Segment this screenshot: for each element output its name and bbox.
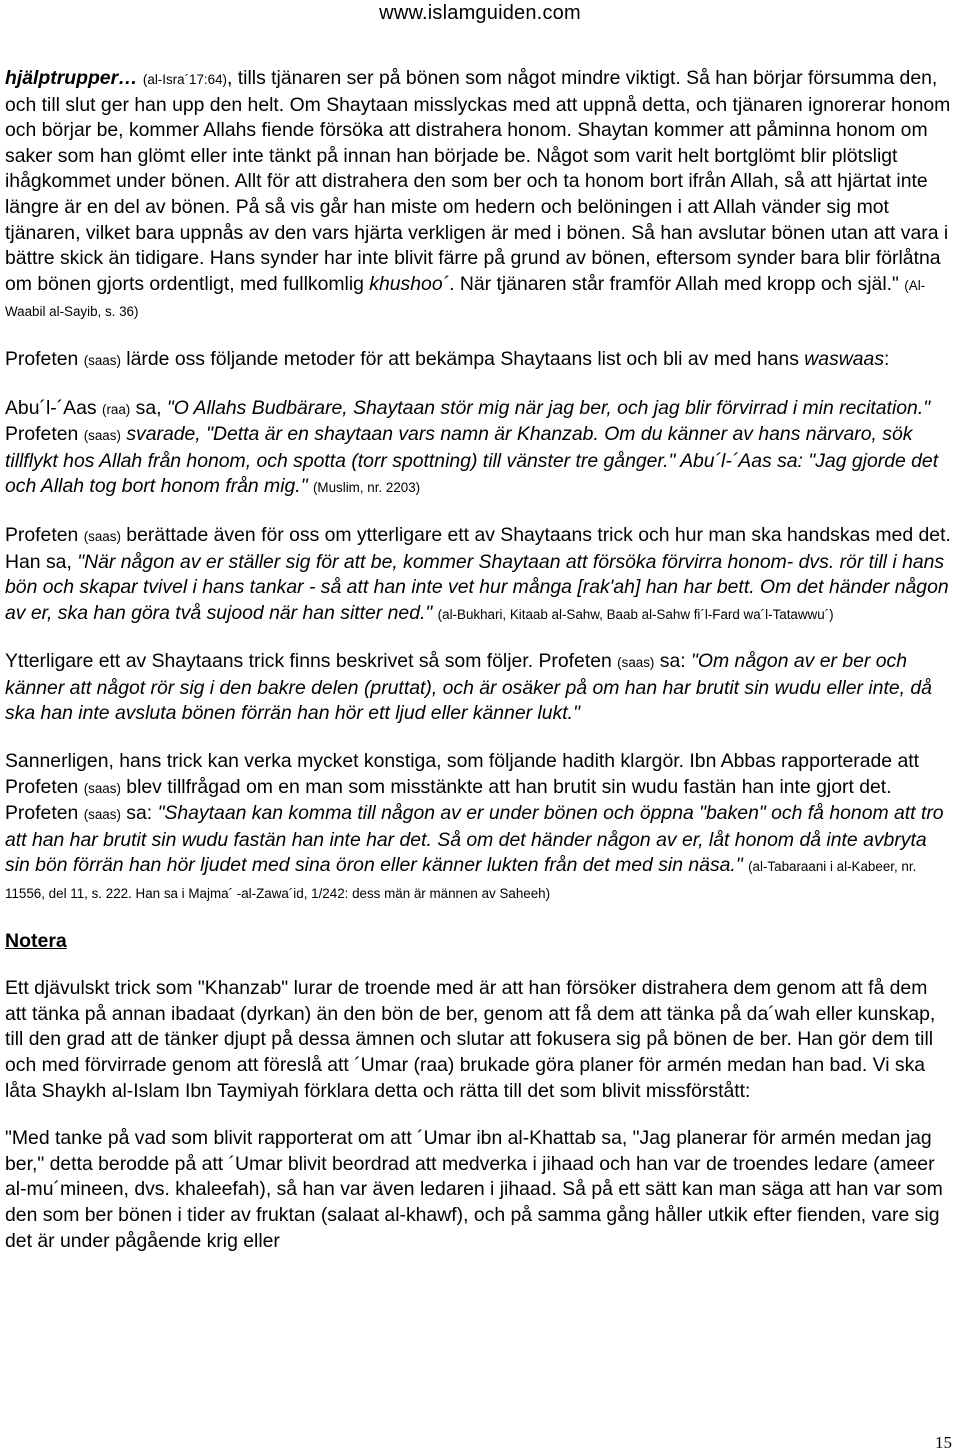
text-run: "Med tanke på vad som blivit rapporterat om att ´Umar ibn al-Khattab sa, "Jag planerar för armén medan jag ber," detta berodde på att ´Umar blivit beordrad att medverka i jihaad och han var de troendes ledare (ameer al-mu´mineen, dvs. khaleefah), så han var även ledaren i jihaad. Så på ett sätt kan man säga att han var som den som ber bönen i tider av fruktan (salaat al-khawf), och på samma gång håller utkik efter fienden, vare sig det är under pågående krig eller	[5, 1127, 943, 1252]
text-run: blev tillfrågad om en man som misstänkte att han brutit sin wudu fastän han inte gjort det. Profeten	[5, 775, 892, 825]
paragraph-4	[5, 523, 953, 627]
emphasis-text: khushoo´	[369, 272, 450, 295]
emphasis-text: "O Allahs Budbärare, Shaytaan stör mig när jag ber, och jag blir förvirrad i min recitation."	[166, 396, 931, 419]
source-reference: (al-Bukhari, Kitaab al-Sahw, Baab al-Sahw fi´l-Fard wa´l-Tatawwu´)	[437, 606, 834, 622]
paragraph-3	[5, 396, 953, 501]
emphasis-text: svarade, "Detta är en shaytaan vars namn är Khanzab. Om du känner av hans närvaro, sök tillflykt hos Allah från honom, och spotta (torr spottning) till vänster tre gånger." Abu´l-´Aas sa: "Jag gjorde det och Allah tog bort honom från mig."	[5, 423, 939, 498]
text-run: Ytterligare ett av Shaytaans trick finns beskrivet så som följer. Profeten	[5, 650, 618, 673]
text-run: berättade även för oss om ytterligare ett av Shaytaans trick och hur man ska handskas med det. Han sa,	[5, 523, 951, 573]
source-reference: (Al-Waabil al-Sayib, s. 36)	[5, 277, 926, 320]
source-reference: (saas)	[83, 780, 121, 796]
emphasis-text: "Om någon av er ber och känner att något rör sig i den bakre delen (pruttat), och är osäker på om han har brutit sin wudu eller inte, då ska han inte avsluta bönen förrän han hör ett ljud eller känner lukt."	[5, 650, 932, 725]
notera-heading: Notera	[5, 929, 67, 952]
paragraph-2	[5, 347, 953, 374]
source-reference: (raa)	[101, 401, 131, 417]
source-reference: (Muslim, nr. 2203)	[312, 480, 421, 496]
text-run: Profeten	[5, 423, 84, 446]
source-reference: (saas)	[83, 352, 121, 368]
emphasis-text: "Shaytaan kan komma till någon av er under bönen och öppna "baken" och få honom att tro att han har brutit sin wudu fastän han inte har det. Så om det händer någon av er, låt honom då inte avbryta sin bön förrän han hör ljudet med sina öron eller känner lukten från det med sin näsa."	[5, 802, 944, 877]
source-reference: (saas)	[83, 528, 121, 544]
text-run: . När tjänaren står framför Allah med kropp och själ."	[449, 272, 905, 295]
text-run: Ett djävulskt trick som "Khanzab" lurar de troende med är att han försöker distrahera dem genom att få dem att tänka på annan ibadaat (dyrkan) än den bön de ber, genom att få dem att tänka på da´wah eller kunskap, till den grad att de tänker djupt på dessa ämnen och slutar att fokusera sig på bönen de ber. Han gör dem till och med förvirrade genom att föreslå att ´Umar (raa) brukade göra planer för armén medan han bad. Vi ska låta Shaykh al-Islam Ibn Taymiyah förklara detta och rätta till det som blivit missförstått:	[5, 977, 936, 1102]
paragraph-6	[5, 749, 953, 907]
notera-paragraph-1	[5, 976, 953, 1104]
emphasis-text: "När någon av er ställer sig för att be, kommer Shaytaan att försöka förvirra honom- dvs. rör till i hans bön och skapar tvivel i hans tankar - så att han inte vet hur många [rak'ah] han har bett. Om det händer någon av er, ska han göra två sujood när han sitter ned."	[5, 550, 949, 624]
paragraph-1	[5, 66, 953, 325]
text-run: Profeten	[5, 347, 84, 370]
text-run: , tills tjänaren ser på bönen som något mindre viktigt. Så han börjar försumma den, och till slut ger han upp den helt. Om Shaytaan misslyckas med att uppnå detta, och tjänaren ignorerar honom och börjar be, kommer Allahs fiende försöka att distrahera honom. Shaytan kommer att påminna honom om saker som han glömt eller inte tänkt på innan han började be. Något som varit helt bortglömt blir plötsligt ihågkommet under bönen. Allt för att distrahera den som ber och ta honom bort ifrån Allah, så att hjärtat inte längre är en del av bönen. På så vis går han miste om hedern och belöningen i att Allah vänder sig mot tjänaren, vilket bara uppnås av den vars hjärta verkligen är med i bönen. Så han avslutar bönen utan att vara i bättre skick än tidigare. Hans synder har inte blivit färre på grund av bönen, eftersom synder bara blir förlåtna om bönen gjorts ordentligt, med fullkomlig	[5, 67, 951, 295]
source-reference: (saas)	[83, 428, 121, 444]
emphasis-text: hjälptrupper…	[5, 67, 143, 89]
text-run: lärde oss följande metoder för att bekämpa Shaytaans list och bli av med hans	[120, 347, 805, 370]
source-reference: (saas)	[617, 655, 655, 671]
emphasis-text: waswaas	[804, 347, 885, 370]
text-run: Abu´l-´Aas	[5, 396, 102, 419]
text-run: sa:	[120, 802, 158, 825]
source-reference: (al-Tabaraani i al-Kabeer, nr. 11556, del 11, s. 222. Han sa i Majma´ -al-Zawa´id, 1/242: dess män är männen av Saheeh)	[5, 859, 917, 902]
text-run: :	[884, 347, 890, 370]
page-number: 15	[935, 1433, 952, 1452]
text-run: sa:	[654, 650, 692, 673]
paragraph-5	[5, 649, 953, 727]
source-reference: (al-Isra´17:64)	[142, 72, 227, 87]
site-header: www.islamguiden.com	[379, 2, 581, 24]
text-run: sa,	[130, 396, 167, 419]
source-reference: (saas)	[83, 807, 121, 823]
text-run: Sannerligen, hans trick kan verka mycket konstiga, som följande hadith klargör. Ibn Abbas rapporterade att Profeten	[5, 750, 920, 798]
text-run: Profeten	[5, 523, 84, 546]
notera-paragraph-2	[5, 1126, 953, 1254]
document-body	[5, 66, 953, 1254]
